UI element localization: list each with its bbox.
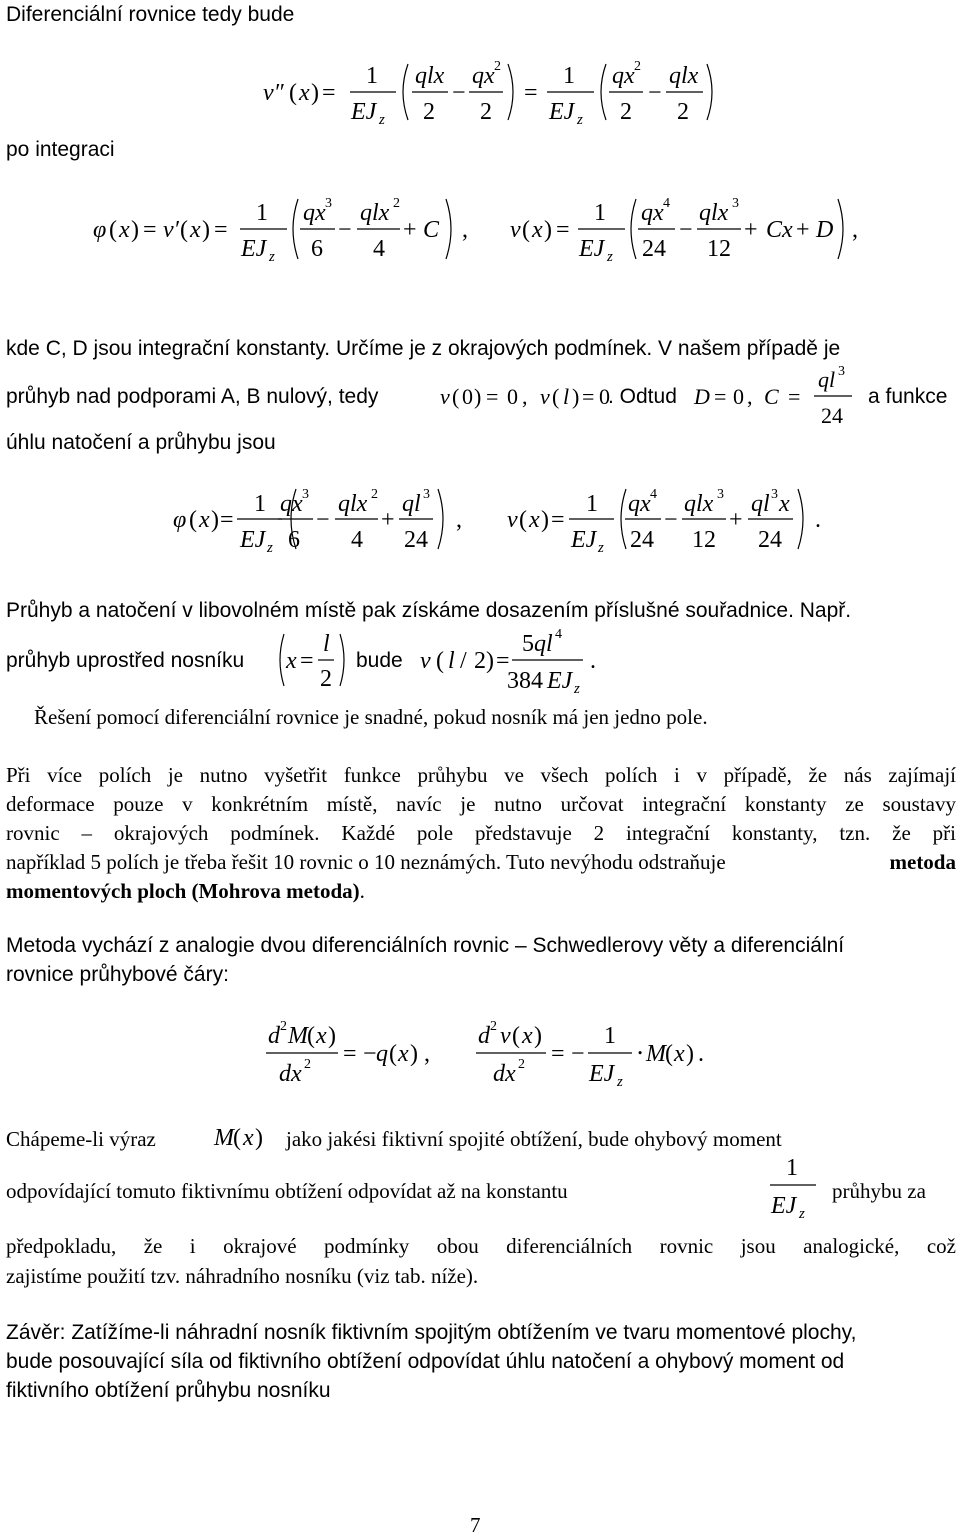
svg-text:=: =	[220, 507, 234, 533]
svg-text:(: (	[180, 217, 188, 243]
svg-text:6: 6	[288, 527, 300, 553]
text-vice-line4a: například 5 polích je třeba řešit 10 rovnic o 10 neznámých. Tuto nevýhodu odstraňuje	[6, 850, 726, 874]
svg-text:(: (	[665, 1041, 673, 1067]
text-chap-line4: zajistíme použití tzv. náhradního nosníku (viz tab. níže).	[6, 1264, 479, 1288]
svg-text:z: z	[598, 540, 604, 556]
page-number: 7	[470, 1513, 481, 1537]
svg-text:+: +	[403, 217, 417, 243]
svg-text:x: x	[529, 507, 540, 533]
svg-text:(: (	[519, 507, 527, 533]
svg-text:4: 4	[663, 196, 670, 211]
svg-text:(: (	[189, 507, 197, 533]
svg-text:z: z	[267, 540, 273, 556]
svg-text:(: (	[307, 1023, 315, 1049]
text-zaver-line1: Závěr: Zatížíme-li náhradní nosník fiktivním spojitým obtížením ve tvaru momentové plochy,	[6, 1321, 857, 1344]
svg-text:): )	[410, 1041, 418, 1067]
svg-text:2: 2	[371, 487, 378, 502]
svg-text:qlx: qlx	[415, 63, 445, 89]
svg-text:=: =	[496, 648, 510, 674]
svg-text:): )	[202, 217, 210, 243]
svg-text:EJ: EJ	[771, 1193, 797, 1219]
svg-text:EJ: EJ	[240, 527, 266, 553]
svg-text:0: 0	[599, 384, 610, 409]
text-vice-line5b: .	[359, 879, 365, 903]
svg-text:3: 3	[732, 196, 739, 211]
svg-text:−: −	[648, 80, 662, 106]
text-diff-rovnice: Diferenciální rovnice tedy bude	[6, 3, 295, 26]
svg-text:−: −	[338, 217, 352, 243]
svg-text:+: +	[744, 217, 758, 243]
text-vice-line3: rovnic – okrajových podmínek. Každé pole představuje 2 integrační konstanty, tzn. že při	[6, 821, 956, 845]
svg-text:24: 24	[821, 403, 843, 428]
text-chap-line2a: odpovídající tomuto fiktivnímu obtížení odpovídat až na konstantu	[6, 1179, 568, 1203]
svg-text:x: x	[674, 1041, 685, 1067]
svg-text:,: ,	[852, 217, 858, 243]
svg-text:−: −	[571, 1041, 585, 1067]
svg-text:): )	[131, 217, 139, 243]
svg-text:2: 2	[320, 666, 332, 692]
svg-text:v″: v″	[263, 80, 284, 106]
svg-text:EJ: EJ	[571, 527, 597, 553]
svg-text:2: 2	[677, 99, 689, 125]
text-pruhyb-line2b: bude	[356, 649, 403, 672]
text-po-integraci: po integraci	[6, 138, 115, 161]
svg-text:5: 5	[522, 631, 534, 657]
svg-text:M: M	[646, 1041, 666, 1067]
svg-text:=: =	[551, 507, 565, 533]
svg-text:+: +	[381, 507, 395, 533]
svg-text:): )	[534, 1023, 542, 1049]
svg-text:l: l	[323, 631, 330, 657]
svg-text:D: D	[816, 217, 834, 243]
svg-text:0: 0	[733, 384, 744, 409]
svg-text:24: 24	[404, 527, 428, 553]
svg-text:v: v	[540, 384, 550, 409]
svg-text:24: 24	[758, 527, 782, 553]
svg-text:d: d	[478, 1023, 490, 1049]
svg-text:Cx: Cx	[766, 217, 793, 243]
svg-text:=: =	[143, 217, 157, 243]
svg-text:4: 4	[555, 627, 562, 642]
svg-text:,: ,	[456, 507, 462, 533]
text-zaver-line2: bude posouvající síla od fiktivního obtížení odpovídat úhlu natočení a ohybový moment od	[6, 1350, 845, 1373]
svg-text:qlx: qlx	[684, 491, 714, 517]
svg-text:=: =	[343, 1041, 357, 1067]
svg-text:=: =	[551, 1041, 565, 1067]
svg-text:z: z	[617, 1074, 623, 1090]
svg-text:): )	[544, 217, 552, 243]
svg-text:=: =	[322, 80, 336, 106]
svg-text:384: 384	[507, 668, 543, 694]
text-chap-line2b: průhybu za	[832, 1179, 926, 1203]
svg-text:2: 2	[280, 1019, 287, 1034]
svg-text:+: +	[729, 507, 743, 533]
svg-text:,: ,	[747, 384, 753, 409]
svg-text:v′: v′	[163, 217, 179, 243]
svg-text:(: (	[389, 1041, 397, 1067]
svg-text:qlx: qlx	[338, 491, 368, 517]
svg-text:−: −	[679, 217, 693, 243]
svg-text:2: 2	[480, 99, 492, 125]
svg-text:C: C	[764, 384, 779, 409]
svg-text:qlx: qlx	[699, 200, 729, 226]
text-reseni: Řešení pomocí diferenciální rovnice je snadné, pokud nosník má jen jedno pole.	[34, 705, 708, 729]
svg-text:v: v	[510, 217, 521, 243]
svg-text:dx: dx	[493, 1061, 516, 1087]
svg-text:−: −	[452, 80, 466, 106]
svg-text:12: 12	[707, 236, 731, 262]
svg-text:): )	[311, 80, 319, 106]
svg-text:−: −	[664, 507, 678, 533]
svg-text:v: v	[500, 1023, 511, 1049]
text-vice-line1: Při více polích je nutno vyšetřit funkce průhybu ve všech polích i v případě, že nás zajímají	[6, 763, 956, 787]
svg-text:(: (	[452, 384, 460, 409]
svg-text:l: l	[563, 384, 570, 409]
svg-text:12: 12	[692, 527, 716, 553]
svg-text:qx: qx	[472, 63, 495, 89]
svg-text:EJ: EJ	[547, 668, 573, 694]
svg-text:2: 2	[620, 99, 632, 125]
svg-text:EJ: EJ	[549, 99, 575, 125]
text-pruhyb-line2a: průhyb uprostřed nosníku	[6, 649, 245, 672]
equation-schwedler	[266, 1019, 430, 1087]
svg-text:,: ,	[522, 384, 528, 409]
svg-text:2: 2	[304, 1057, 311, 1072]
svg-text:x: x	[532, 217, 543, 243]
svg-text:EJ: EJ	[241, 236, 267, 262]
svg-text:qx: qx	[612, 63, 635, 89]
svg-text:): )	[572, 384, 580, 409]
text-kde-line1: kde C, D jsou integrační konstanty. Určíme je z okrajových podmínek. V našem případě je	[6, 337, 841, 360]
svg-text:1: 1	[604, 1023, 616, 1049]
svg-text:1: 1	[586, 491, 598, 517]
svg-text:z: z	[577, 112, 583, 128]
equation-inline-1-over-ejz	[770, 1155, 816, 1222]
svg-text:qx: qx	[303, 200, 326, 226]
svg-text:6: 6	[311, 236, 323, 262]
svg-text:ql: ql	[534, 631, 553, 657]
svg-text:3: 3	[771, 487, 778, 502]
text-metoda-line2: rovnice průhybové čáry:	[6, 963, 229, 986]
svg-text:(: (	[522, 217, 530, 243]
svg-text:ql: ql	[751, 491, 770, 517]
svg-text:x: x	[243, 1125, 254, 1151]
equation-second-derivative	[263, 59, 712, 128]
svg-text:=: =	[714, 384, 727, 409]
svg-text:=: =	[300, 648, 314, 674]
svg-text:,: ,	[462, 217, 468, 243]
svg-text:−: −	[363, 1041, 377, 1067]
svg-text:φ: φ	[173, 507, 187, 533]
svg-text:24: 24	[642, 236, 666, 262]
svg-text:): )	[255, 1125, 263, 1151]
equation-boundary-conditions	[440, 384, 610, 409]
svg-text:3: 3	[838, 364, 845, 379]
svg-text:ql: ql	[402, 491, 421, 517]
svg-text:EJ: EJ	[351, 99, 377, 125]
svg-text:x: x	[779, 491, 790, 517]
svg-text:z: z	[799, 1206, 805, 1222]
svg-text:(: (	[233, 1125, 241, 1151]
text-chap-line1a: Chápeme-li výraz	[6, 1127, 156, 1151]
svg-text:l: l	[448, 648, 455, 674]
svg-text:z: z	[607, 249, 613, 265]
equation-inline-mx	[213, 1125, 263, 1151]
text-zaver-line3: fiktivního obtížení průhybu nosníku	[6, 1379, 331, 1402]
svg-text:dx: dx	[279, 1061, 302, 1087]
svg-text:/: /	[460, 648, 467, 674]
svg-text:2: 2	[634, 59, 641, 74]
text-pruhyb-line1: Průhyb a natočení v libovolném místě pak získáme dosazením příslušné souřadnice. Např.	[6, 599, 852, 622]
svg-text:z: z	[269, 249, 275, 265]
svg-text:4: 4	[351, 527, 363, 553]
svg-text:M: M	[214, 1125, 234, 1151]
text-chap-line1b: jako jakési fiktivní spojité obtížení, bude ohybový moment	[286, 1127, 782, 1151]
svg-text:x: x	[398, 1041, 409, 1067]
svg-text:1: 1	[594, 200, 606, 226]
svg-text:qx: qx	[628, 491, 651, 517]
svg-text:2: 2	[490, 1019, 497, 1034]
text-kde-line2b: . Odtud	[608, 385, 677, 408]
equation-deflection-ode	[476, 1019, 704, 1090]
svg-text:φ: φ	[93, 217, 107, 243]
svg-text:d: d	[268, 1023, 280, 1049]
svg-text:⋅: ⋅	[636, 1041, 645, 1067]
svg-text:2: 2	[423, 99, 435, 125]
svg-text:3: 3	[302, 487, 309, 502]
svg-text:1: 1	[563, 63, 575, 89]
svg-text:x: x	[199, 507, 210, 533]
svg-text:2: 2	[494, 59, 501, 74]
svg-text:24: 24	[630, 527, 654, 553]
svg-text:qx: qx	[280, 491, 303, 517]
text-vice-line5a: momentových ploch (Mohrova metoda)	[6, 879, 360, 903]
svg-text:.: .	[590, 648, 596, 674]
svg-text:0: 0	[507, 384, 518, 409]
svg-text:=: =	[556, 217, 570, 243]
svg-text:x: x	[522, 1023, 533, 1049]
svg-text:): )	[328, 1023, 336, 1049]
text-kde-line2c: a funkce	[868, 385, 948, 408]
svg-text:): )	[211, 507, 219, 533]
svg-text:0: 0	[462, 384, 473, 409]
equation-integrated	[93, 196, 858, 265]
svg-text:(: (	[552, 384, 560, 409]
svg-text:4: 4	[373, 236, 385, 262]
svg-text:4: 4	[650, 487, 657, 502]
svg-text:,: ,	[424, 1041, 430, 1067]
svg-text:=: =	[788, 384, 801, 409]
svg-text:+: +	[796, 217, 810, 243]
equation-constants	[693, 364, 852, 428]
svg-text:(: (	[512, 1023, 520, 1049]
svg-text:v: v	[420, 648, 431, 674]
svg-text:qlx: qlx	[669, 63, 699, 89]
svg-text:3: 3	[325, 196, 332, 211]
svg-text:2: 2	[518, 1057, 525, 1072]
svg-text:x: x	[316, 1023, 327, 1049]
svg-text:=: =	[486, 384, 499, 409]
svg-text:): )	[474, 384, 482, 409]
svg-text:x: x	[299, 80, 310, 106]
equation-midspan	[280, 627, 596, 697]
text-kde-line3: úhlu natočení a průhybu jsou	[6, 431, 276, 454]
svg-text:qlx: qlx	[360, 200, 390, 226]
svg-text:(: (	[436, 648, 444, 674]
svg-text:=: =	[582, 384, 595, 409]
svg-text:): )	[486, 648, 494, 674]
svg-text:1: 1	[254, 491, 266, 517]
svg-text:(: (	[289, 80, 297, 106]
svg-text:): )	[541, 507, 549, 533]
svg-text:q: q	[376, 1041, 388, 1067]
svg-text:ql: ql	[818, 367, 836, 392]
svg-text:C: C	[423, 217, 440, 243]
svg-text:D: D	[694, 384, 710, 409]
svg-text:(: (	[109, 217, 117, 243]
svg-text:x: x	[190, 217, 201, 243]
svg-text:−: −	[316, 507, 330, 533]
svg-text:.: .	[698, 1041, 704, 1067]
svg-text:x: x	[119, 217, 130, 243]
svg-text:2: 2	[393, 196, 400, 211]
text-vice-line4b: metoda	[889, 850, 956, 874]
svg-text:x: x	[286, 648, 297, 674]
svg-text:=: =	[524, 80, 538, 106]
svg-text:z: z	[574, 681, 580, 697]
svg-text:EJ: EJ	[579, 236, 605, 262]
text-chap-line3: předpokladu, že i okrajové podmínky obou diferenciálních rovnic jsou analogické, což	[6, 1234, 956, 1258]
svg-text:3: 3	[423, 487, 430, 502]
svg-text:=: =	[214, 217, 228, 243]
equation-final-functions	[173, 487, 821, 556]
text-vice-line2: deformace pouze v konkrétním místě, navíc je nutno určovat integrační konstanty ze soustavy	[6, 792, 956, 816]
svg-text:qx: qx	[641, 200, 664, 226]
svg-text:.: .	[815, 507, 821, 533]
svg-text:z: z	[379, 112, 385, 128]
svg-text:): )	[686, 1041, 694, 1067]
svg-text:2: 2	[474, 648, 486, 674]
svg-text:3: 3	[717, 487, 724, 502]
svg-text:M: M	[288, 1023, 308, 1049]
text-kde-line2a: průhyb nad podporami A, B nulový, tedy	[6, 385, 379, 408]
text-metoda-line1: Metoda vychází z analogie dvou diferenciálních rovnic – Schwedlerovy věty a diferenciální	[6, 934, 845, 957]
svg-text:1: 1	[256, 200, 268, 226]
svg-text:v: v	[507, 507, 518, 533]
svg-text:v: v	[440, 384, 450, 409]
svg-text:1: 1	[366, 63, 378, 89]
svg-text:EJ: EJ	[589, 1061, 615, 1087]
svg-text:1: 1	[786, 1155, 798, 1181]
